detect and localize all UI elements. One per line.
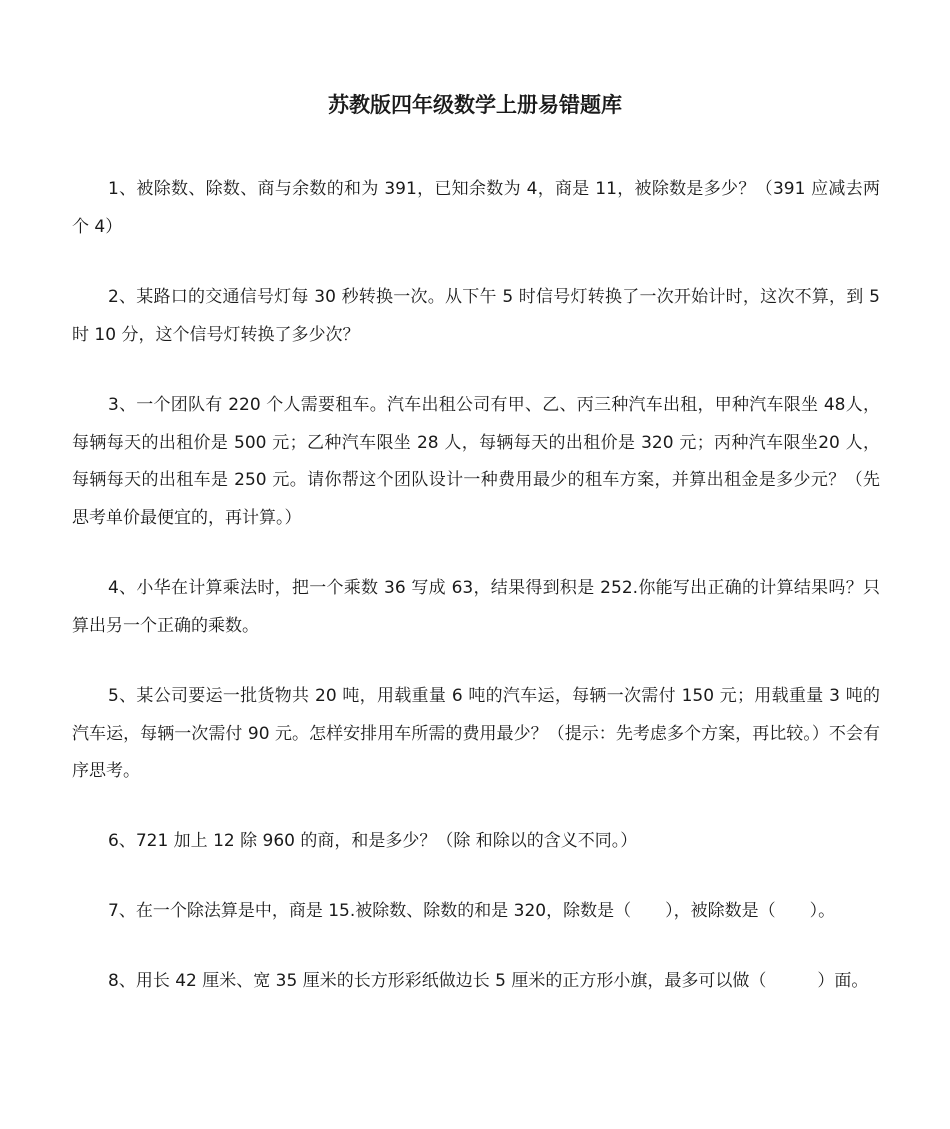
question-7: 7、在一个除法算是中，商是 15.被除数、除数的和是 320，除数是（ ），被除数是（ ）。: [108, 901, 836, 921]
question-8: 8、用长 42 厘米、宽 35 厘米的长方形彩纸做边长 5 厘米的正方形小旗，最多可以做（ ）面。: [108, 971, 869, 991]
question-4: 4、小华在计算乘法时，把一个乘数 36 写成 63，结果得到积是 252.你能写出正确的计算结果吗？只算出另一个正确的乘数。: [72, 578, 880, 636]
question-3: 3、一个团队有 220 个人需要租车。汽车出租公司有甲、乙、丙三种汽车出租，甲种汽车限坐 48人，每辆每天的出租价是 500 元；乙种汽车限坐 28 人，每辆每天的出租价是 320 元；丙种汽车限坐20 人，每辆每天的出租车是 250 元。请你帮这个团队设计一种费用最少的租车方案，并算出租金是多少元？（先思考单价最便宜的，再计算。）: [72, 395, 880, 528]
question-5: 5、某公司要运一批货物共 20 吨，用载重量 6 吨的汽车运，每辆一次需付 150 元；用载重量 3 吨的汽车运，每辆一次需付 90 元。怎样安排用车所需的费用最少？（提示：先考虑多个方案，再比较。）不会有序思考。: [72, 686, 880, 781]
question-6: 6、721 加上 12 除 960 的商，和是多少？（除 和除以的含义不同。）: [108, 831, 638, 851]
question-2: 2、某路口的交通信号灯每 30 秒转换一次。从下午 5 时信号灯转换了一次开始计时，这次不算，到 5 时 10 分，这个信号灯转换了多少次？: [72, 287, 880, 345]
document-title: 苏教版四年级数学上册易错题库: [328, 93, 622, 117]
question-1: 1、被除数、除数、商与余数的和为 391，已知余数为 4，商是 11，被除数是多少？（391 应减去两个 4）: [72, 179, 880, 237]
